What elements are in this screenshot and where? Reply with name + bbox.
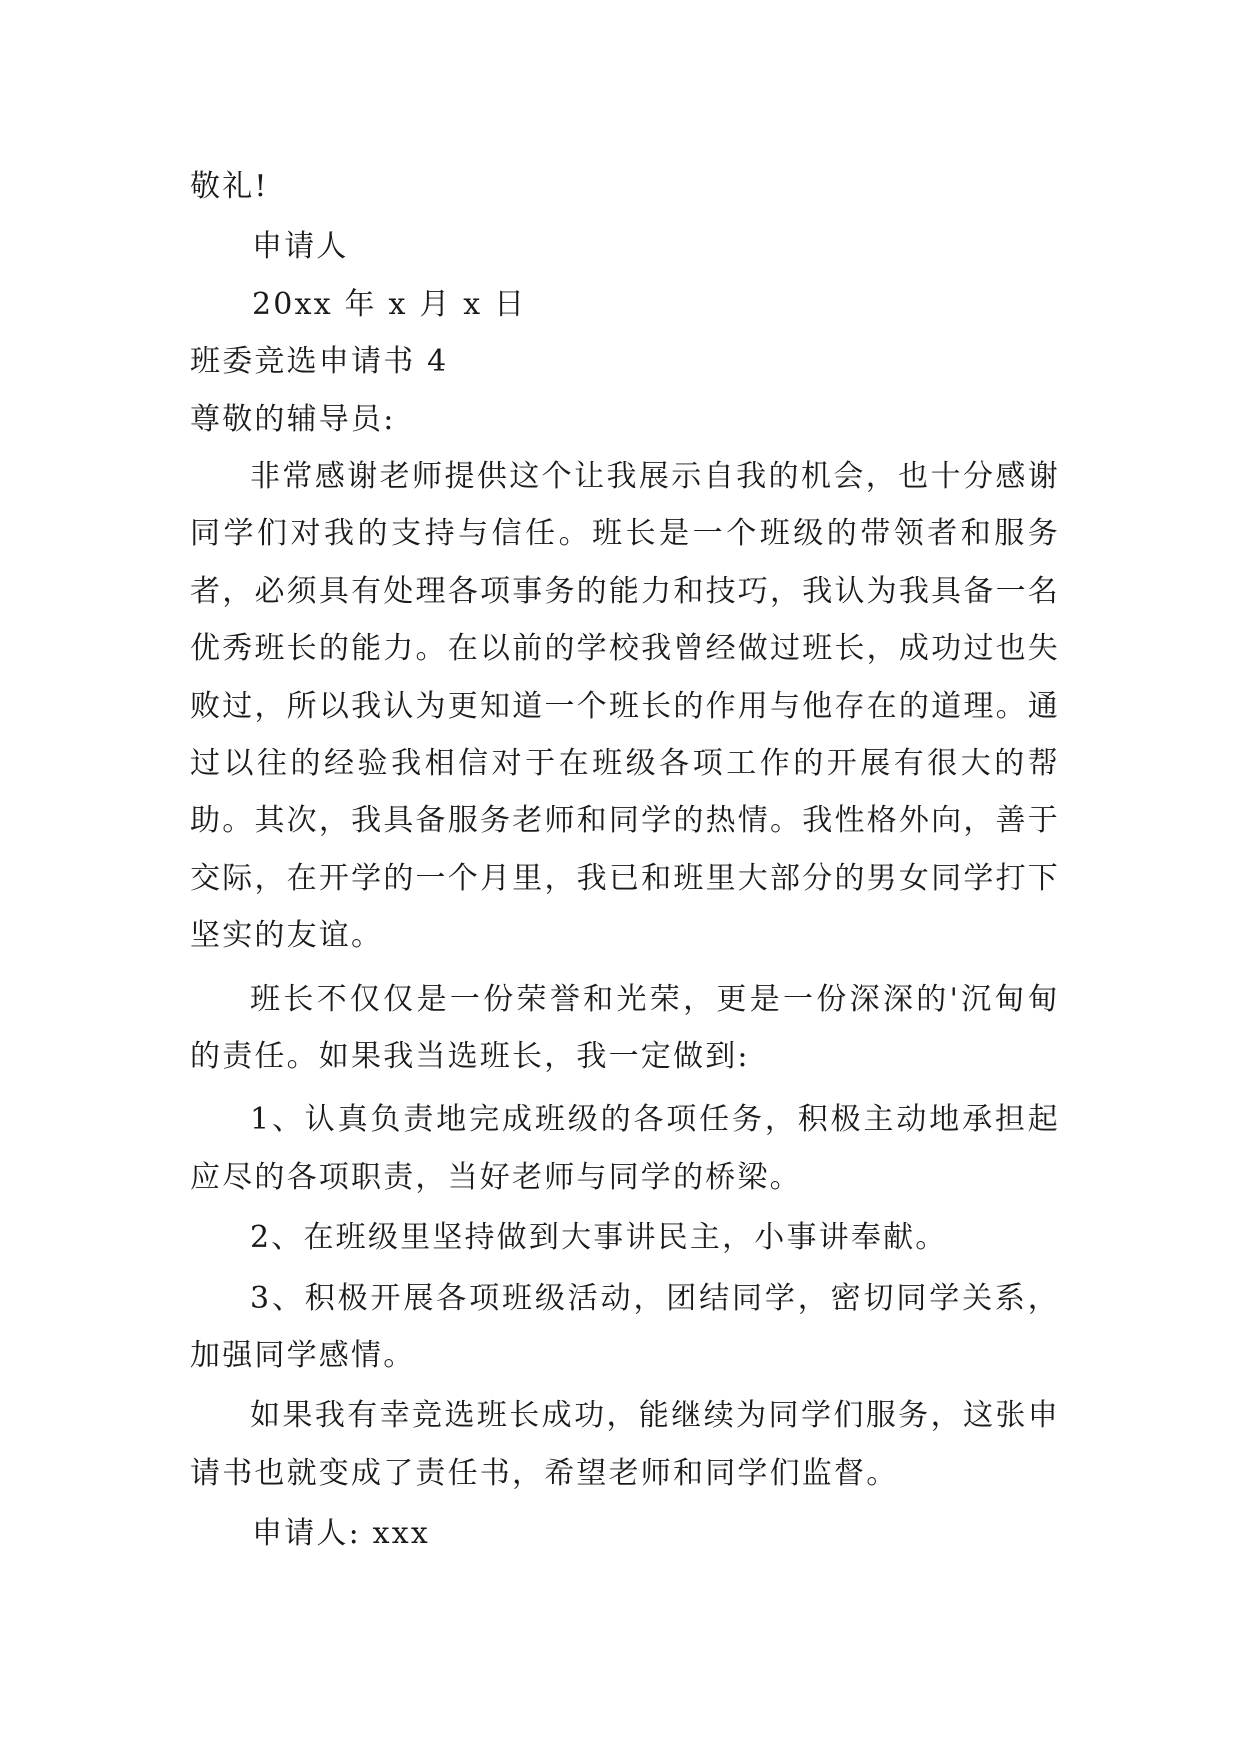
date-line: 20xx 年 x 月 x 日: [252, 286, 527, 322]
closing-salutation: 敬礼!: [190, 169, 269, 204]
final-signature: 申请人: xxx: [252, 1516, 431, 1552]
signature-label: 申请人: [252, 229, 349, 265]
salutation: 尊敬的辅导员:: [190, 401, 396, 437]
commitment-item-1: 1、认真负责地完成班级的各项任务，积极主动地承担起应尽的各项职责，当好老师与同学的桥梁。: [190, 1102, 1060, 1195]
document-body: [190, 158, 1060, 1563]
paragraph-closing: 如果我有幸竞选班长成功，能继续为同学们服务，这张申请书也就变成了责任书，希望老师和同学们监督。: [190, 1398, 1060, 1491]
paragraph-responsibility: 班长不仅仅是一份荣誉和光荣，更是一份深深的'沉甸甸的责任。如果我当选班长，我一定做到:: [190, 981, 1060, 1075]
section-title: 班委竞选申请书 4: [190, 344, 449, 380]
paragraph-intro: 非常感谢老师提供这个让我展示自我的机会，也十分感谢同学们对我的支持与信任。班长是一个班级的带领者和服务者，必须具有处理各项事务的能力和技巧，我认为我具备一名优秀班长的能力。在以前的学校我曾经做过班长，成功过也失败过，所以我认为更知道一个班长的作用与他存在的道理。通过以往的经验我相信对于在班级各项工作的开展有很大的帮助。其次，我具备服务老师和同学的热情。我性格外向，善于交际，在开学的一个月里，我已和班里大部分的男女同学打下坚实的友谊。: [190, 458, 1060, 954]
commitment-item-3: 3、积极开展各项班级活动，团结同学，密切同学关系，加强同学感情。: [190, 1280, 1060, 1374]
commitment-item-2: 2、在班级里坚持做到大事讲民主，小事讲奉献。: [250, 1220, 948, 1256]
